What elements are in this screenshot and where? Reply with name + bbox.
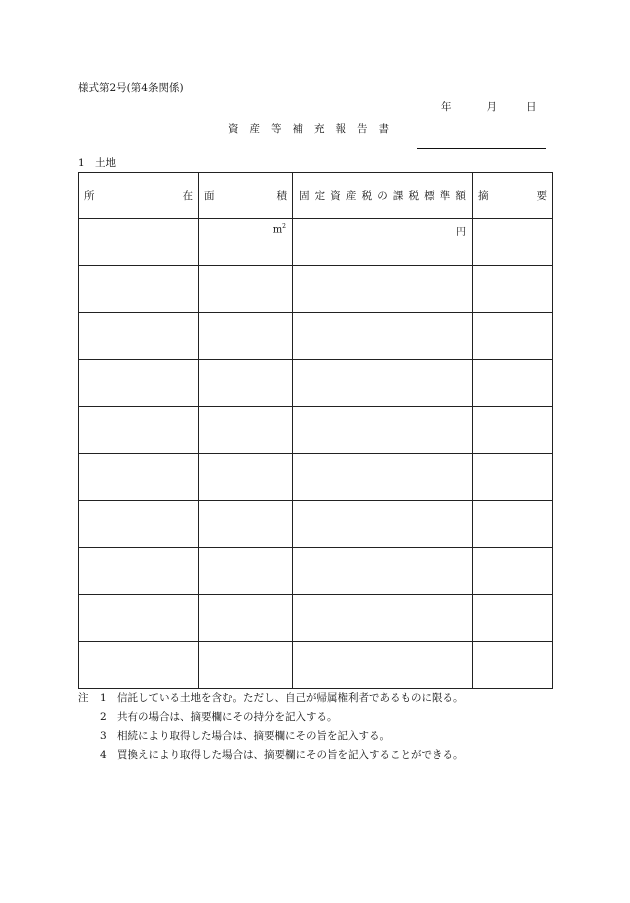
cell-area[interactable] <box>199 407 293 454</box>
header-char: 産 <box>345 190 357 202</box>
land-table <box>78 172 553 689</box>
cell-area[interactable] <box>199 642 293 689</box>
section-title <box>78 155 116 170</box>
cell-location[interactable] <box>79 360 199 407</box>
note-item: 2 共有の場合は、摘要欄にその持分を記入する。 <box>100 711 338 723</box>
date-year-label: 年 <box>441 101 452 113</box>
header-char: 税 <box>361 190 373 202</box>
cell-assessed-value[interactable] <box>293 313 473 360</box>
cell-remarks[interactable] <box>473 595 553 642</box>
table-row <box>79 266 553 313</box>
date-month-label: 月 <box>486 101 497 113</box>
cell-area[interactable] <box>199 360 293 407</box>
header-char: 課 <box>392 190 404 202</box>
table-row <box>79 407 553 454</box>
cell-remarks[interactable] <box>473 360 553 407</box>
cell-remarks[interactable] <box>473 642 553 689</box>
table-row <box>79 548 553 595</box>
table-row <box>79 642 553 689</box>
cell-area[interactable] <box>199 595 293 642</box>
cell-area[interactable] <box>199 501 293 548</box>
cell-area[interactable] <box>199 266 293 313</box>
header-char: の <box>377 190 388 202</box>
header-char: 資 <box>330 190 341 202</box>
cell-area[interactable] <box>199 219 293 266</box>
table-row <box>79 360 553 407</box>
table-header-row <box>79 173 553 219</box>
cell-location[interactable] <box>79 595 199 642</box>
cell-remarks[interactable] <box>473 454 553 501</box>
cell-assessed-value[interactable] <box>293 266 473 313</box>
header-char: 税 <box>408 190 419 202</box>
header-location: 所 在 <box>79 173 199 219</box>
cell-assessed-value[interactable] <box>293 219 473 266</box>
cell-assessed-value[interactable] <box>293 454 473 501</box>
table-row <box>79 595 553 642</box>
date-day-label: 日 <box>526 101 537 113</box>
notes <box>78 689 464 765</box>
table-row <box>79 454 553 501</box>
cell-assessed-value[interactable] <box>293 548 473 595</box>
document-title: 資産等補充報告書 <box>228 123 400 135</box>
area-unit: $m^2$ <box>272 223 286 236</box>
cell-assessed-value[interactable] <box>293 360 473 407</box>
cell-location[interactable] <box>79 313 199 360</box>
cell-assessed-value[interactable] <box>293 595 473 642</box>
cell-remarks[interactable] <box>473 266 553 313</box>
cell-assessed-value[interactable] <box>293 642 473 689</box>
header-char: 定 <box>314 190 326 202</box>
note-item: 4 買換えにより取得した場合は、摘要欄にその旨を記入することができる。 <box>100 749 464 761</box>
note-item: 注 1 信託している土地を含む。ただし、自己が帰属権利者であるものに限る。 <box>78 692 464 704</box>
header-char: 固 <box>299 190 310 202</box>
cell-remarks[interactable] <box>473 407 553 454</box>
table-row <box>79 501 553 548</box>
header-assessed-value <box>293 173 473 219</box>
cell-location[interactable] <box>79 407 199 454</box>
cell-location[interactable] <box>79 642 199 689</box>
cell-assessed-value[interactable] <box>293 407 473 454</box>
header-char: 準 <box>439 190 451 202</box>
cell-location[interactable] <box>79 454 199 501</box>
cell-remarks[interactable] <box>473 548 553 595</box>
section-number: 1 <box>78 157 85 169</box>
cell-assessed-value[interactable] <box>293 501 473 548</box>
form-number: 様式第2号(第4条関係) <box>78 82 184 94</box>
cell-location[interactable] <box>79 219 199 266</box>
table-row <box>79 313 553 360</box>
date-line <box>441 99 537 114</box>
cell-area[interactable] <box>199 454 293 501</box>
signature-line <box>417 148 546 149</box>
header-char: 額 <box>455 190 466 202</box>
cell-location[interactable] <box>79 548 199 595</box>
table-row <box>79 219 553 266</box>
cell-area[interactable] <box>199 548 293 595</box>
header-remarks: 摘 要 <box>473 173 553 219</box>
note-item: 3 相続により取得した場合は、摘要欄にその旨を記入する。 <box>100 730 390 742</box>
header-area: 面 積 <box>199 173 293 219</box>
yen-unit: 円 <box>456 227 466 238</box>
cell-remarks[interactable] <box>473 219 553 266</box>
cell-area[interactable] <box>199 313 293 360</box>
header-char: 標 <box>424 190 435 202</box>
cell-location[interactable] <box>79 266 199 313</box>
cell-remarks[interactable] <box>473 313 553 360</box>
section-label: 土地 <box>95 157 116 169</box>
cell-remarks[interactable] <box>473 501 553 548</box>
cell-location[interactable] <box>79 501 199 548</box>
